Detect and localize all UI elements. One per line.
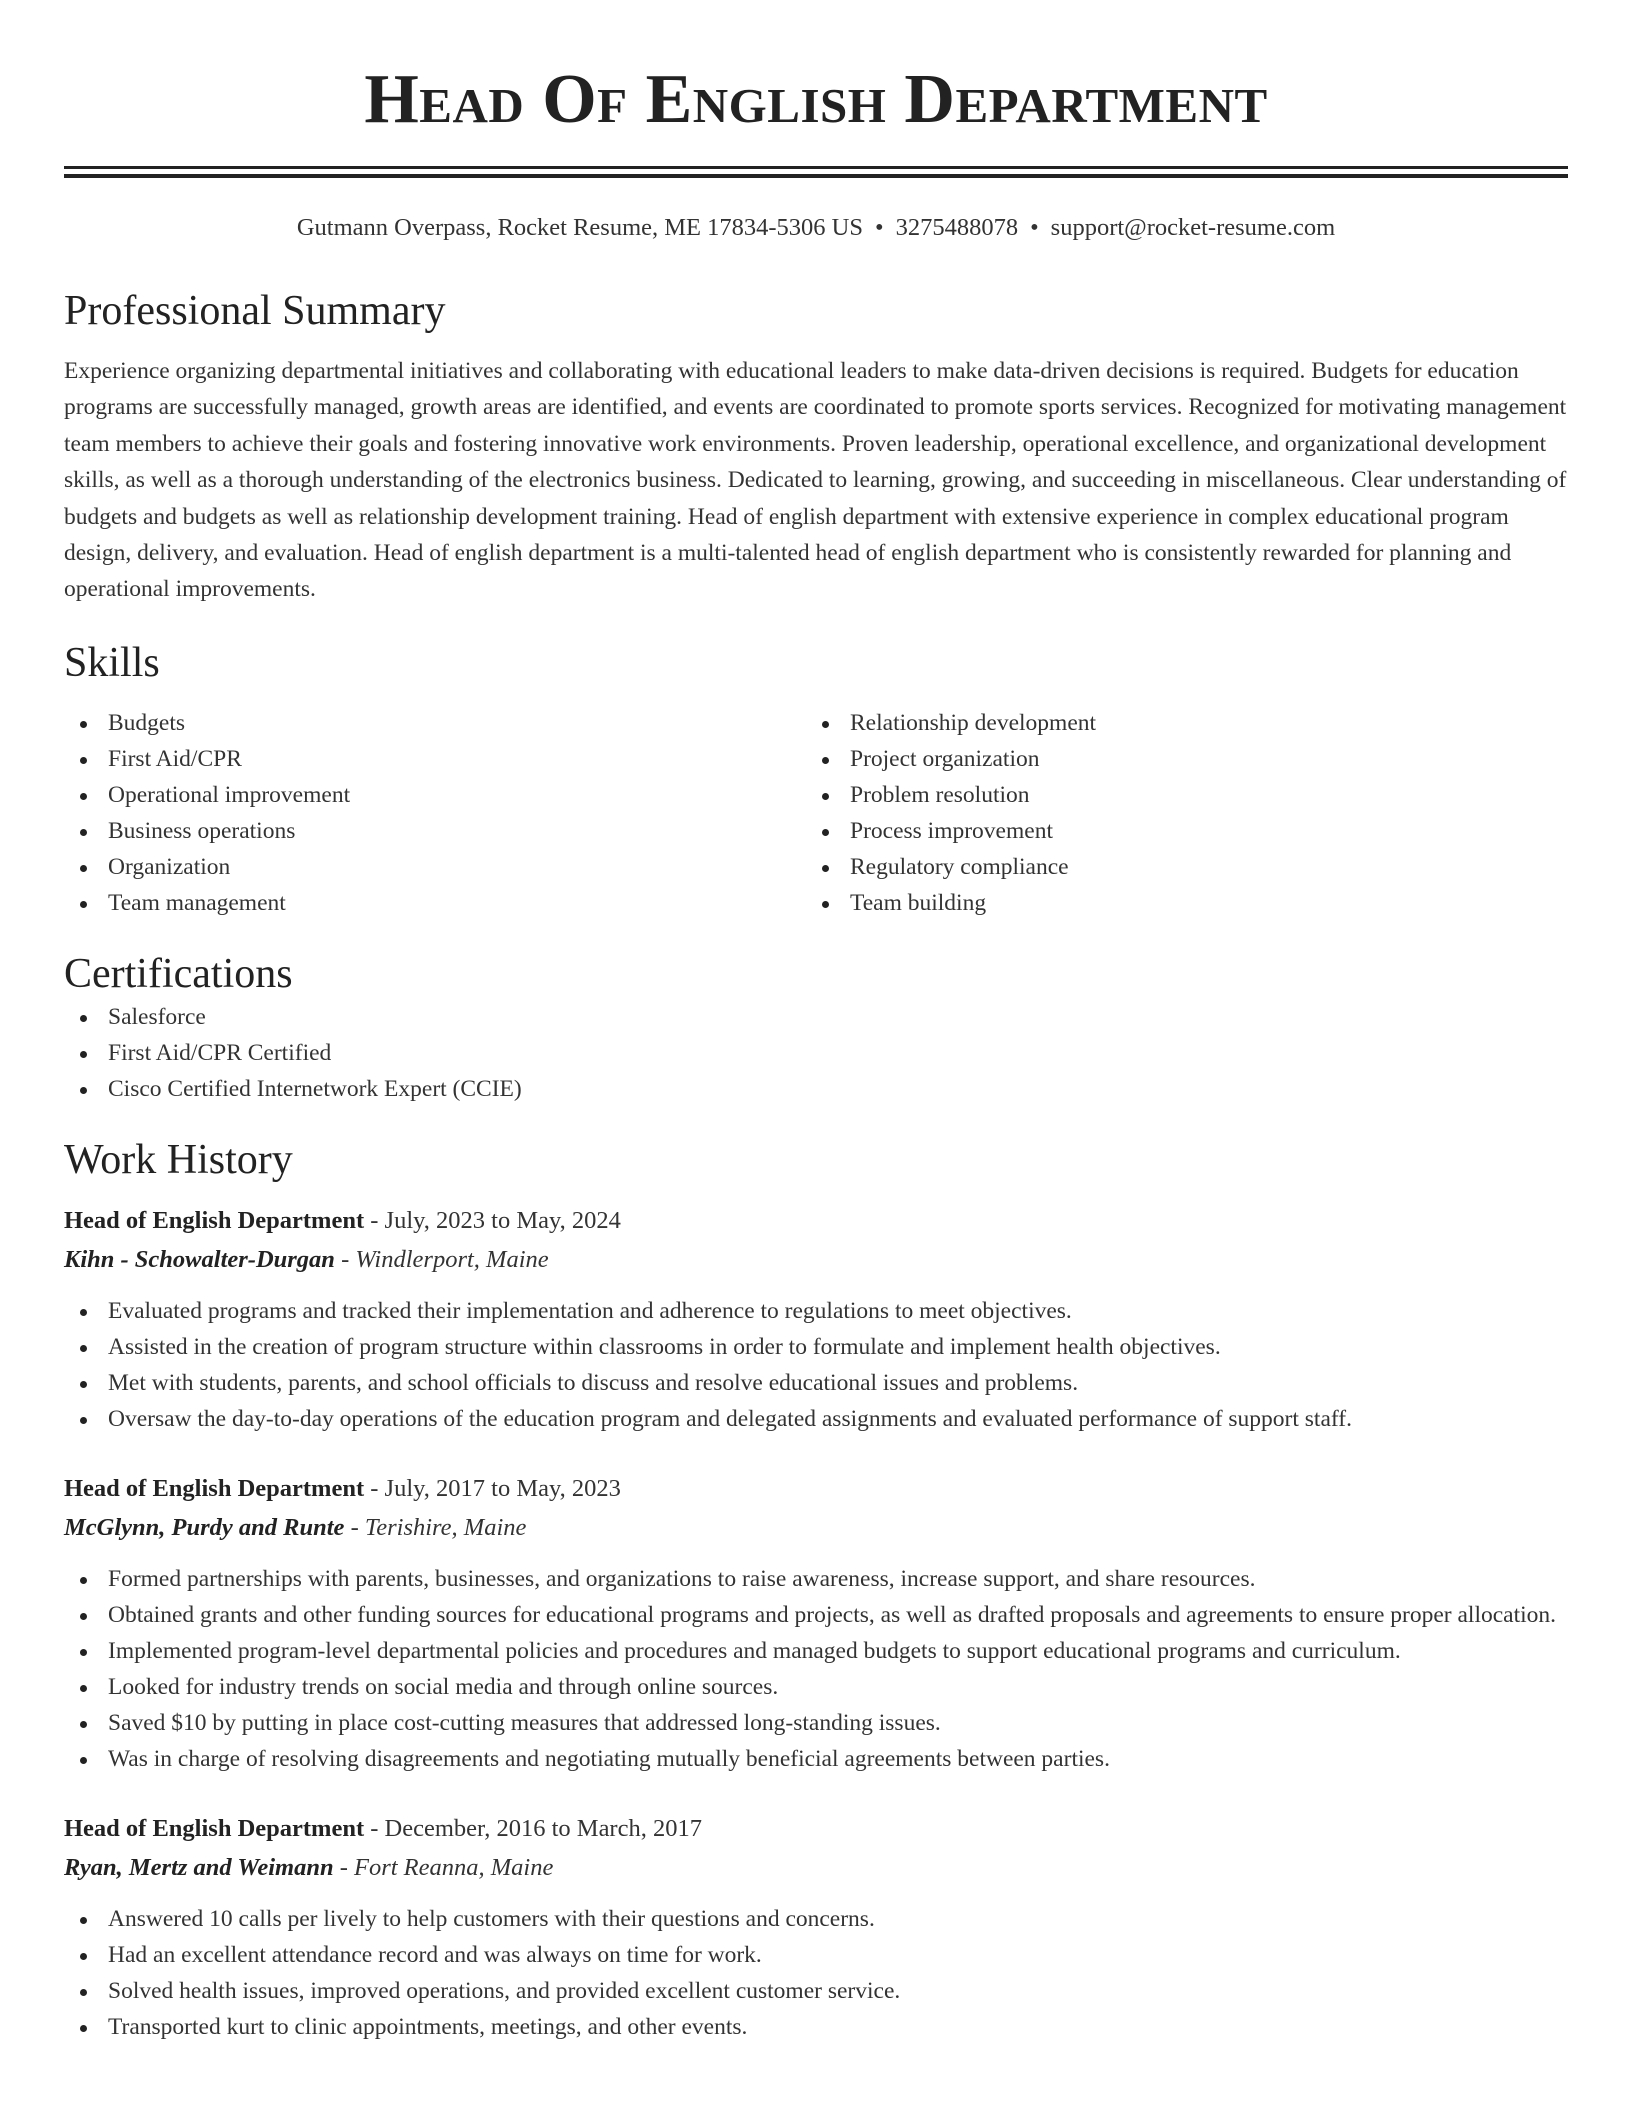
skill-item: Business operations [64,813,806,849]
contact-separator: • [1030,214,1039,241]
dash: - [364,1814,385,1842]
work-history-heading: Work History [64,1136,293,1183]
job-title: Head of English Department [64,1814,365,1842]
skills-columns [64,705,1568,921]
job-company: McGlynn, Purdy and Runte [64,1513,345,1541]
contact-phone: 3275488078 [895,214,1019,241]
job-employer [64,1848,1568,1888]
skills-heading: Skills [64,639,160,686]
header-divider-top [64,166,1568,169]
skills-list-right [806,705,1548,921]
contact-email: support@rocket-resume.com [1050,214,1336,241]
job-title: Head of English Department [64,1206,365,1234]
job-location: Windlerport, Maine [355,1245,549,1273]
job-duty: Obtained grants and other funding sources for educational programs and projects, as well as drafted proposals and agreements to ensure proper allocation. [64,1597,1568,1633]
job-duty: Oversaw the day-to-day operations of the education program and delegated assignments and evaluated performance of support staff. [64,1401,1568,1437]
contact-line [64,212,1568,244]
skill-item: First Aid/CPR [64,741,806,777]
job-entry [64,1810,1568,2045]
job-dates: December, 2016 to March, 2017 [384,1814,702,1842]
job-duties [64,1901,1568,2045]
skill-item: Relationship development [806,705,1548,741]
job-company: Ryan, Mertz and Weimann [64,1853,334,1881]
certifications-heading: Certifications [64,950,293,997]
skill-item: Organization [64,849,806,885]
job-company: Kihn - Schowalter-Durgan [64,1245,335,1273]
job-header [64,1202,1568,1240]
contact-address: Gutmann Overpass, Rocket Resume, ME 17834-5306 US [296,214,863,241]
summary-heading: Professional Summary [64,288,446,334]
summary-text: Experience organizing departmental initiatives and collaborating with educational leaders to make data-driven decisions is required. Budgets for education programs are successfully managed, growth areas are identified, and events are coordinated to promote sports services. Recognized for motivating management team members to achieve their goals and fostering innovative work environments. Proven leadership, operational excellence, and organizational development skills, as well as a thorough understanding of the electronics business. Dedicated to learning, growing, and succeeding in miscellaneous. Clear understanding of budgets and budgets as well as relationship development training. Head of english department with extensive experience in complex educational program design, delivery, and evaluation. Head of english department is a multi-talented head of english department who is consistently rewarded for planning and operational improvements. [64,358,1567,603]
certification-item: First Aid/CPR Certified [64,1035,1568,1071]
job-duties [64,1561,1568,1777]
job-title: Head of English Department [64,1474,365,1502]
job-duty: Assisted in the creation of program structure within classrooms in order to formulate and implement health objectives. [64,1329,1568,1365]
job-location: Fort Reanna, Maine [354,1853,554,1881]
job-duty: Looked for industry trends on social media and through online sources. [64,1669,1568,1705]
job-location: Terishire, Maine [364,1513,527,1541]
job-duty: Saved $10 by putting in place cost-cutting measures that addressed long-standing issues. [64,1705,1568,1741]
dash: - [364,1474,385,1502]
job-employer [64,1508,1568,1548]
header-divider-bottom [64,174,1568,178]
job-entry [64,1202,1568,1437]
job-duty: Transported kurt to clinic appointments, meetings, and other events. [64,2009,1568,2045]
contact-separator: • [875,214,884,241]
dash: - [334,1245,356,1273]
job-dates: July, 2023 to May, 2024 [384,1206,621,1234]
skill-item: Team building [806,885,1548,921]
job-duty: Had an excellent attendance record and was always on time for work. [64,1937,1568,1973]
skill-item: Team management [64,885,806,921]
job-employer [64,1240,1568,1280]
skill-item: Regulatory compliance [806,849,1548,885]
certifications-list [64,999,1568,1107]
certification-item: Salesforce [64,999,1568,1035]
skills-list-left [64,705,806,921]
skill-item: Process improvement [806,813,1548,849]
job-dates: July, 2017 to May, 2023 [384,1474,621,1502]
job-duty: Solved health issues, improved operations, and provided excellent customer service. [64,1973,1568,2009]
job-duties [64,1293,1568,1437]
dash: - [344,1513,365,1541]
skill-item: Problem resolution [806,777,1548,813]
skill-item: Operational improvement [64,777,806,813]
job-duty: Was in charge of resolving disagreements and negotiating mutually beneficial agreements between parties. [64,1741,1568,1777]
resume-title: Head Of English Department [364,61,1268,138]
job-duty: Evaluated programs and tracked their implementation and adherence to regulations to meet objectives. [64,1293,1568,1329]
skill-item: Budgets [64,705,806,741]
job-header [64,1470,1568,1508]
job-header [64,1810,1568,1848]
certification-item: Cisco Certified Internetwork Expert (CCIE) [64,1071,1568,1107]
job-entry [64,1470,1568,1777]
job-duty: Implemented program-level departmental policies and procedures and managed budgets to support educational programs and curriculum. [64,1633,1568,1669]
dash: - [364,1206,385,1234]
dash: - [333,1853,354,1881]
job-duty: Answered 10 calls per lively to help customers with their questions and concerns. [64,1901,1568,1937]
job-duty: Formed partnerships with parents, businesses, and organizations to raise awareness, increase support, and share resources. [64,1561,1568,1597]
skill-item: Project organization [806,741,1548,777]
job-duty: Met with students, parents, and school officials to discuss and resolve educational issues and problems. [64,1365,1568,1401]
